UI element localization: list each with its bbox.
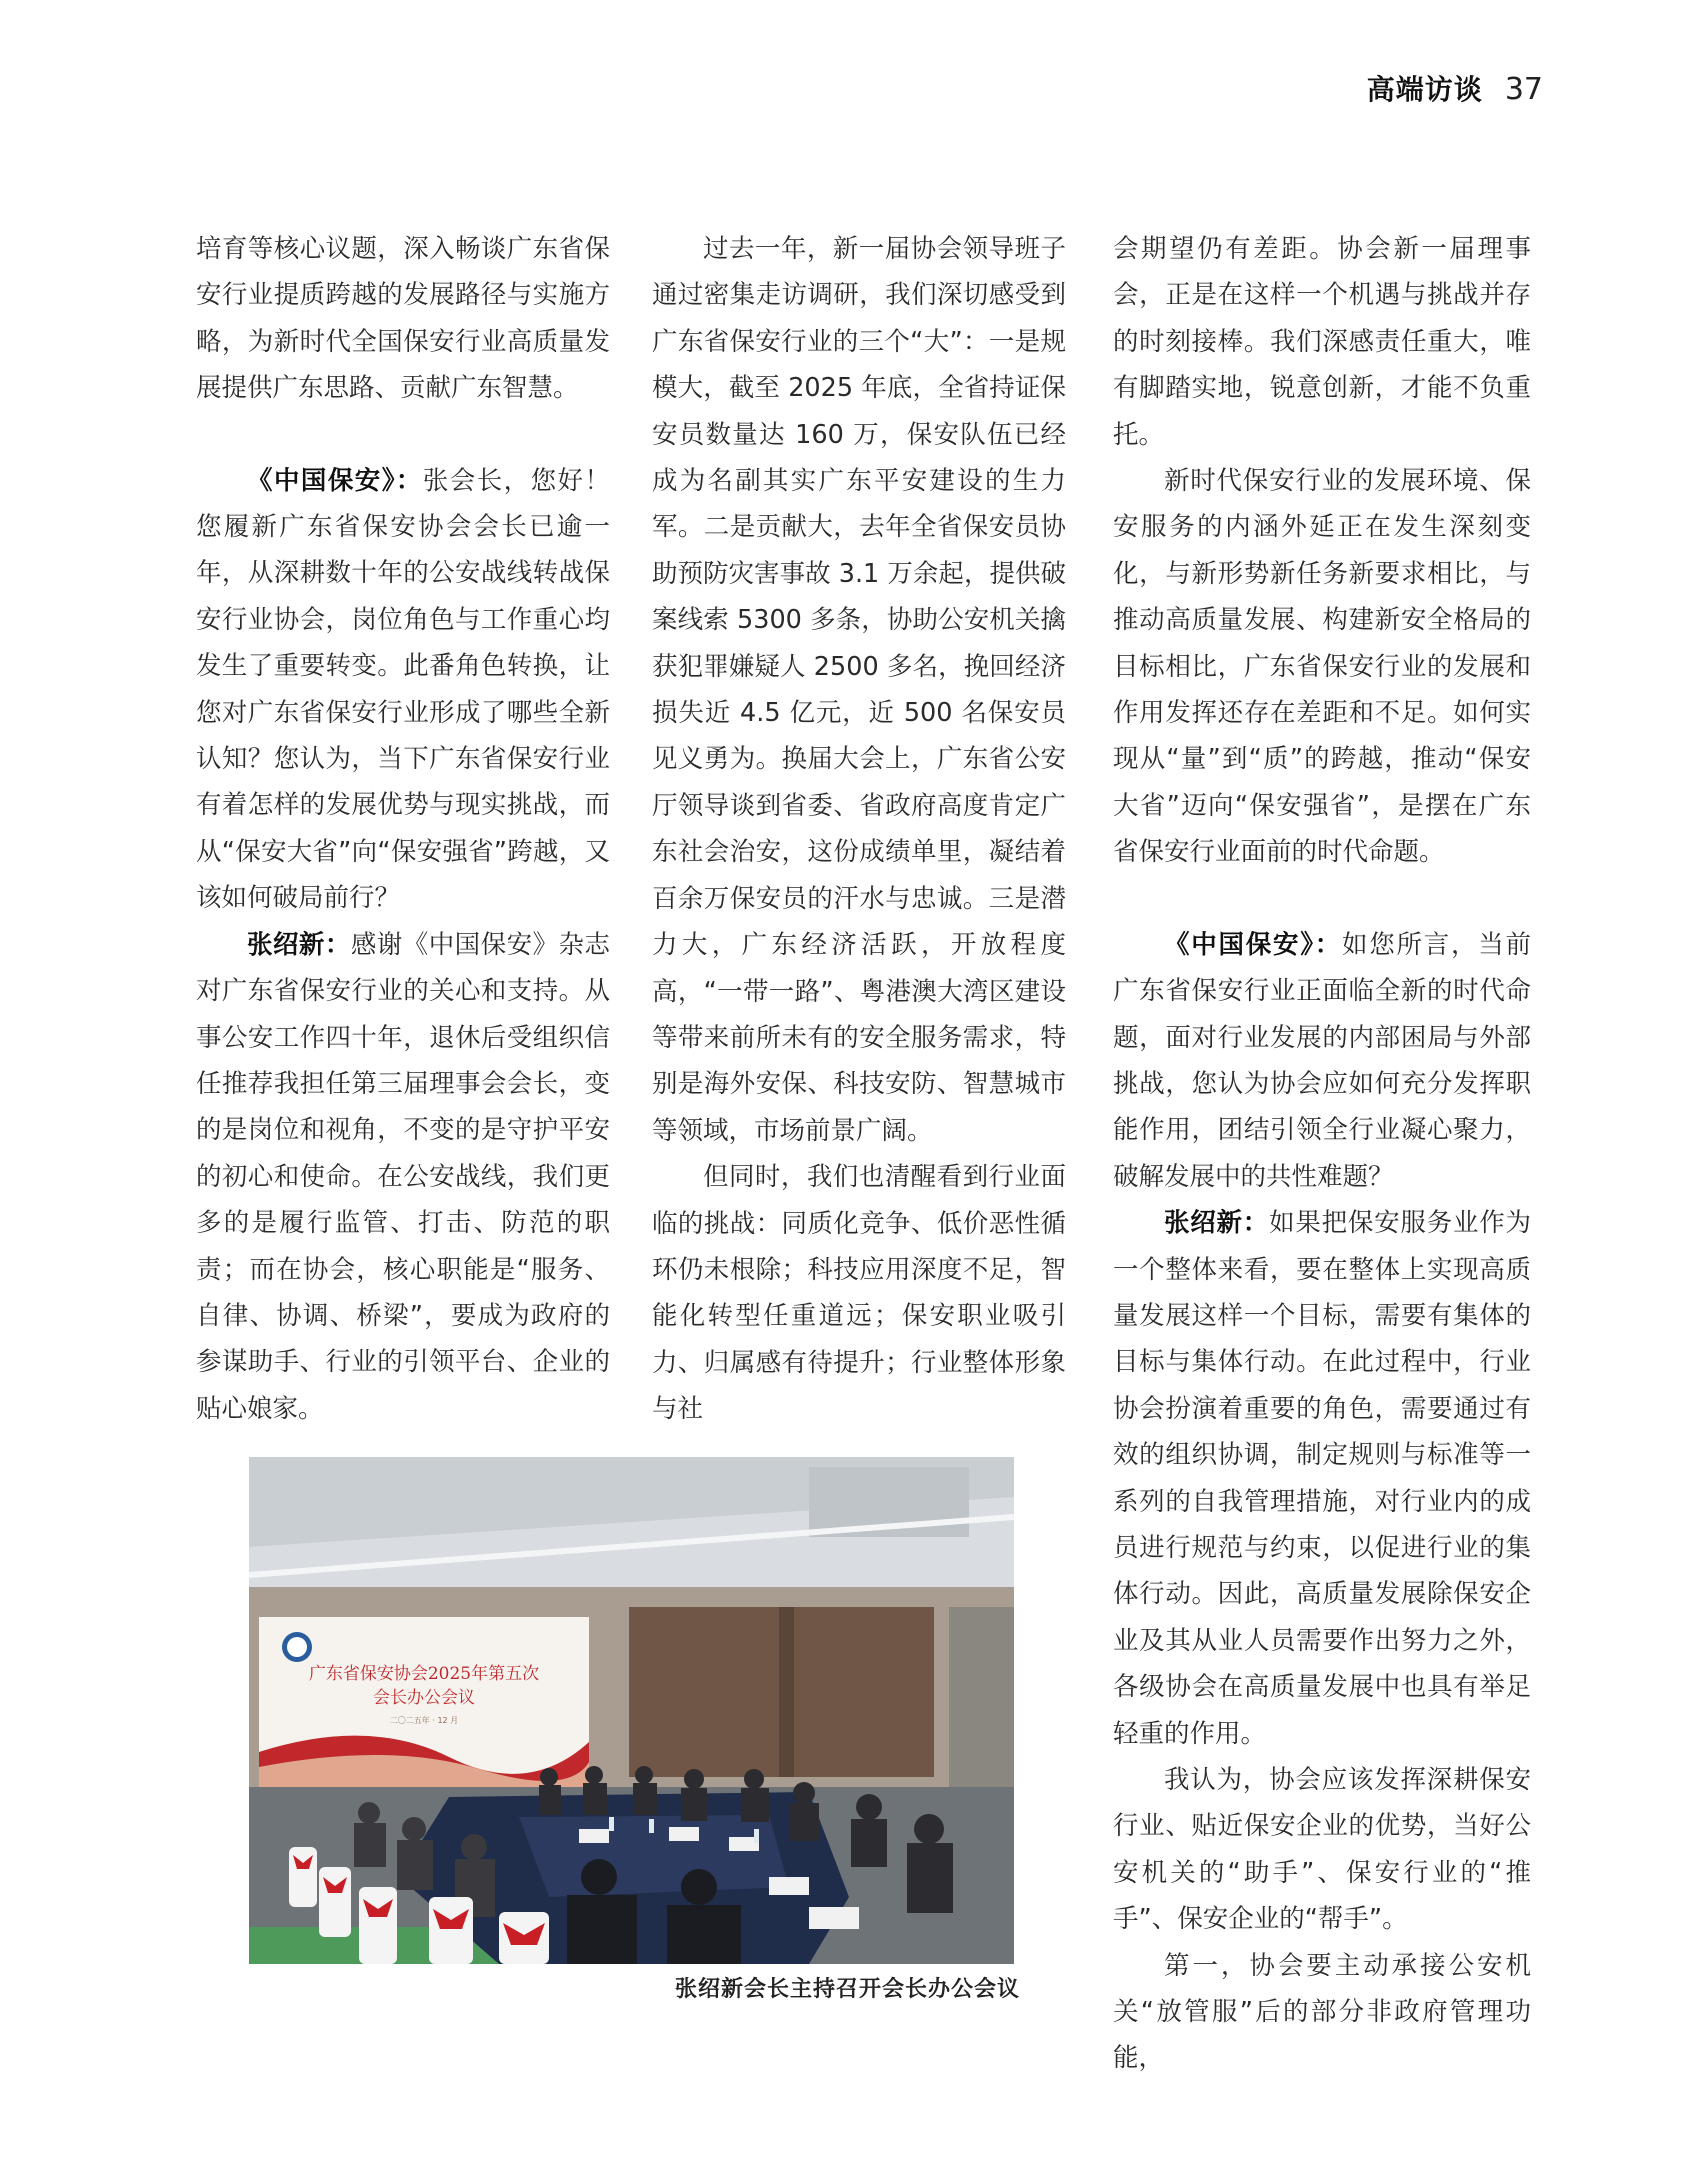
paragraph: 我认为，协会应该发挥深耕保安行业、贴近保安企业的优势，当好公安机关的“助手”、保安行业的“推手”、保安企业的“帮手”。 [1113,1765,1531,1935]
paragraph: 培育等核心议题，深入畅谈广东省保安行业提质跨越的发展路径与实施方略，为新时代全国保安行业高质量发展提供广东思路、贡献广东智慧。 [196,234,610,404]
paragraph: 但同时，我们也清醒看到行业面临的挑战：同质化竞争、低价恶性循环仍未根除；科技应用深度不足，智能化转型任重道远；保安职业吸引力、归属感有待提升；行业整体形象与社 [652,1162,1066,1425]
page-number: 37 [1504,72,1543,107]
screen-title-line1: 广东省保安协会2025年第五次 [308,1664,540,1684]
interviewer-label: 《中国保安》： [1164,929,1342,960]
photo-caption: 张绍新会长主持召开会长办公会议 [674,1977,1020,2002]
screen-title-line2: 会长办公会议 [373,1688,475,1708]
answer-paragraph [1113,1200,1531,1757]
paragraph: 过去一年，新一届协会领导班子通过密集走访调研，我们深切感受到广东省保安行业的三个“大”：一是规模大，截至 2025 年底，全省持证保安员数量达 160 万，保安队伍已经成为名副其实广东平安建设的生力军。二是贡献大，去年全省保安员协助预防灾害事故 3.1 万余起，提供破案线索 5300 多条，协助公安机关擒获犯罪嫌疑人 2500 多名，挽回经济损失近 4.5 亿元，近 500 名保安员见义勇为。换届大会上，广东省公安厅领导谈到省委、省政府高度肯定广东社会治安，这份成绩单里，凝结着百余万保安员的汗水与忠诚。三是潜力大，广东经济活跃，开放程度高，“一带一路”、粤港澳大湾区建设等带来前所未有的安全服务需求，特别是海外安保、科技安防、智慧城市等领域，市场前景广阔。 [652,234,1066,1146]
question-paragraph [1113,922,1531,1200]
question-text: 张会长，您好！您履新广东省保安协会会长已逾一年，从深耕数十年的公安战线转战保安行业协会，岗位角色与工作重心均发生了重要转变。此番角色转换，让您对广东省保安行业形成了哪些全新认知？您认为，当下广东省保安行业有着怎样的发展优势与现实挑战，而从“保安大省”向“保安强省”跨越，又该如何破局前行？ [196,465,610,914]
interviewer-label: 《中国保安》： [247,465,423,496]
column-middle [652,226,1066,1433]
paragraph: 新时代保安行业的发展环境、保安服务的内涵外延正在发生深刻变化，与新形势新任务新要求相比，与推动高质量发展、构建新安全格局的目标相比，广东省保安行业的发展和作用发挥还存在差距和不足。如何实现从“量”到“质”的跨越，推动“保安大省”迈向“保安强省”，是摆在广东省保安行业面前的时代命题。 [1113,466,1531,868]
answer-text: 如果把保安服务业作为一个整体来看，要在整体上实现高质量发展这样一个目标，需要有集体的目标与集体行动。在此过程中，行业协会扮演着重要的角色，需要通过有效的组织协调，制定规则与标准等一系列的自我管理措施，对行业内的成员进行规范与约束，以促进行业的集体行动。因此，高质量发展除保安企业及其从业人员需要作出努力之外，各级协会在高质量发展中也具有举足轻重的作用。 [1113,1208,1531,1749]
meeting-photo [249,1457,1014,1964]
answer-paragraph [196,922,610,1432]
interviewee-label: 张绍新： [247,929,351,960]
screen-date: 二〇二五年 · 12 月 [389,1716,459,1725]
question-text: 如您所言，当前广东省保安行业正面临全新的时代命题，面对行业发展的内部困局与外部挑战，您认为协会应如何充分发挥职能作用，团结引领全行业凝心聚力，破解发展中的共性难题？ [1113,929,1531,1192]
answer-text: 感谢《中国保安》杂志对广东省保安行业的关心和支持。从事公安工作四十年，退休后受组织信任推荐我担任第三届理事会会长，变的是岗位和视角，不变的是守护平安的初心和使命。在公安战线，我们更多的是履行监管、打击、防范的职责；而在协会，核心职能是“服务、自律、协调、桥梁”，要成为政府的参谋助手、行业的引领平台、企业的贴心娘家。 [196,929,610,1424]
section-title: 高端访谈 [1366,73,1483,106]
question-paragraph [196,458,610,922]
paragraph: 第一，协会要主动承接公安机关“放管服”后的部分非政府管理功能， [1113,1950,1531,2074]
running-header [1367,68,1543,108]
column-right [1113,226,1531,2082]
paragraph: 会期望仍有差距。协会新一届理事会，正是在这样一个机遇与挑战并存的时刻接棒。我们深感责任重大，唯有脚踏实地，锐意创新，才能不负重托。 [1113,234,1531,450]
interviewee-label: 张绍新： [1164,1208,1270,1239]
column-left [196,226,610,1432]
